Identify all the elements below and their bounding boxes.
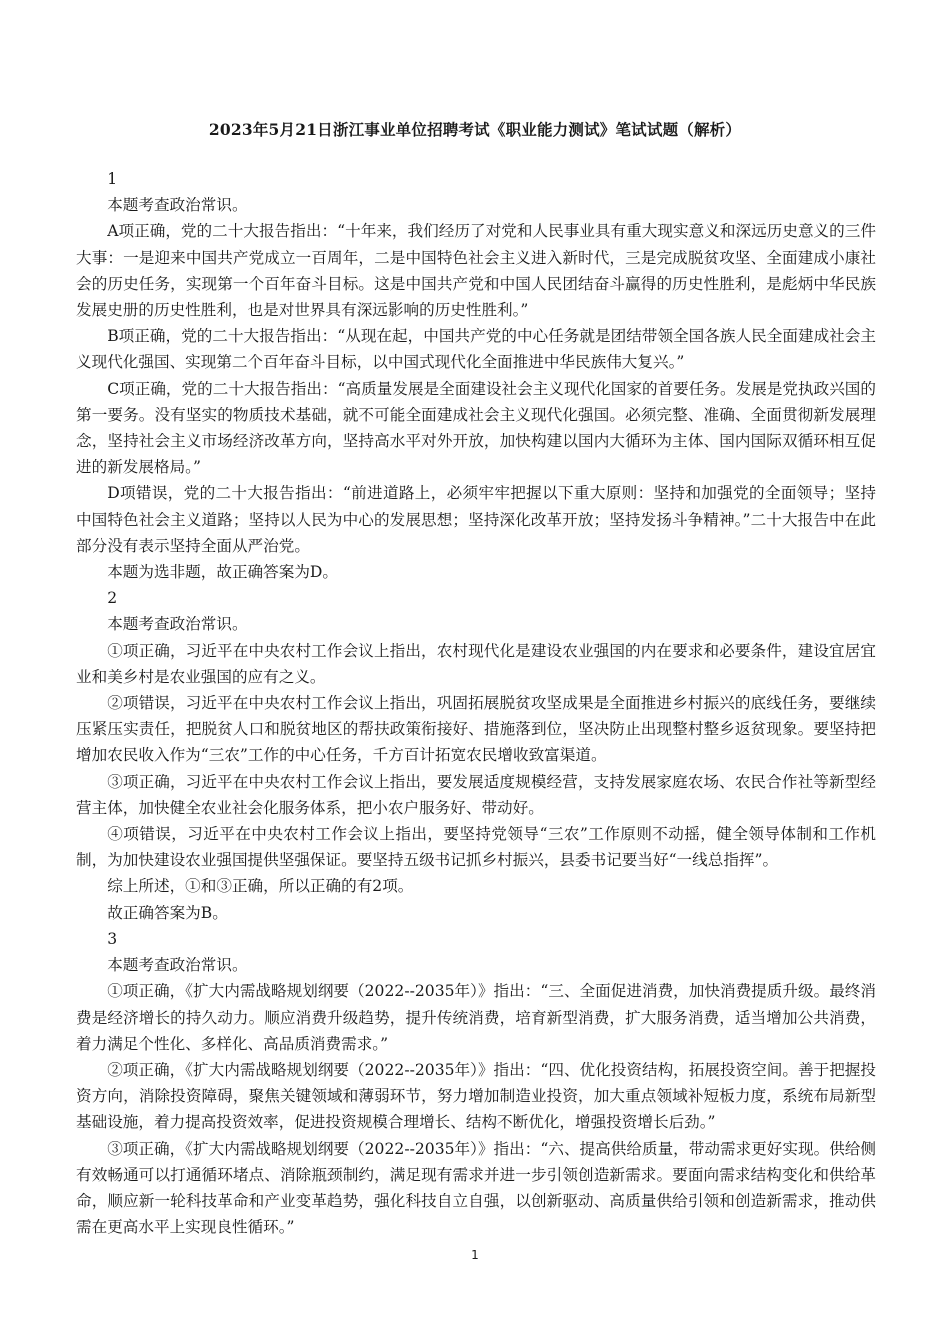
- question-number: 3: [107, 929, 118, 948]
- page-number: 1: [471, 1248, 479, 1262]
- paragraph: A项正确，党的二十大报告指出：“十年来，我们经历了对党和人民事业具有重大现实意义和深远历史意义的三件大事：一是迎来中国共产党成立一百周年，二是中国特色社会主义进入新时代，三是完成脱贫攻坚、全面建成小康社会的历史任务，实现第一个百年奋斗目标。这是中国共产党和中国人民团结奋斗赢得的历史性胜利，是彪炳中华民族发展史册的历史性胜利，也是对世界具有深远影响的历史性胜利。”: [76, 222, 876, 320]
- paragraph: ④项错误，习近平在中央农村工作会议上指出，要坚持党领导“三农”工作原则不动摇，健全领导体制和工作机制，为加快建设农业强国提供坚强保证。要坚持五级书记抓乡村振兴，县委书记要当好“一线总指挥”。: [76, 825, 876, 870]
- paragraph: ③项正确，《扩大内需战略规划纲要（2022--2035年）》指出：“六、提高供给质量，带动需求更好实现。供给侧有效畅通可以打通循环堵点、消除瓶颈制约，满足现有需求并进一步引领创造新需求。要面向需求结构变化和供给革命，顺应新一轮科技革命和产业变革趋势，强化科技自立自强，以创新驱动、高质量供给引领和创造新需求，推动供需在更高水平上实现良性循环。”: [76, 1139, 876, 1237]
- document-title: 2023年5月21日浙江事业单位招聘考试《职业能力测试》笔试试题（解析）: [208, 120, 742, 139]
- answer-line: 本题为选非题，故正确答案为D。: [107, 563, 339, 582]
- paragraph: ②项正确，《扩大内需战略规划纲要（2022--2035年）》指出：“四、优化投资结构，拓展投资空间。善于把握投资方向，消除投资障碍，聚焦关键领域和薄弱环节，努力增加制造业投资，加大重点领域补短板力度，系统布局新型基础设施，着力提高投资效率，促进投资规模合理增长、结构不断优化，增强投资增长后劲。”: [76, 1060, 876, 1132]
- paragraph: 本题考查政治常识。: [107, 615, 248, 634]
- question-number: 1: [107, 170, 118, 188]
- document-body: [76, 166, 876, 1240]
- paragraph: ③项正确，习近平在中央农村工作会议上指出，要发展适度规模经营，支持发展家庭农场、农民合作社等新型经营主体，加快健全农业社会化服务体系，把小农户服务好、带动好。: [76, 772, 876, 817]
- answer-line: 故正确答案为B。: [107, 903, 228, 922]
- paragraph: D项错误，党的二十大报告指出：“前进道路上，必须牢牢把握以下重大原则：坚持和加强党的全面领导；坚持中国特色社会主义道路；坚持以人民为中心的发展思想；坚持深化改革开放；坚持发扬斗争精神。”二十大报告中在此部分没有表示坚持全面从严治党。: [76, 484, 876, 555]
- paragraph: ①项正确，《扩大内需战略规划纲要（2022--2035年）》指出：“三、全面促进消费，加快消费提质升级。最终消费是经济增长的持久动力。顺应消费升级趋势，提升传统消费，培育新型消费，扩大服务消费，适当增加公共消费，着力满足个性化、多样化、高品质消费需求。”: [76, 982, 876, 1053]
- paragraph: 本题考查政治常识。: [107, 196, 248, 215]
- paragraph: 综上所述，①和③正确，所以正确的有2项。: [107, 877, 414, 896]
- paragraph: C项正确，党的二十大报告指出：“高质量发展是全面建设社会主义现代化国家的首要任务。发展是党执政兴国的第一要务。没有坚实的物质技术基础，就不可能全面建成社会主义现代化强国。必须完整、准确、全面贯彻新发展理念，坚持社会主义市场经济改革方向，坚持高水平对外开放，加快构建以国内大循环为主体、国内国际双循环相互促进的新发展格局。”: [76, 379, 876, 477]
- question-number: 2: [107, 589, 118, 608]
- paragraph: B项正确，党的二十大报告指出：“从现在起，中国共产党的中心任务就是团结带领全国各族人民全面建成社会主义现代化强国、实现第二个百年奋斗目标，以中国式现代化全面推进中华民族伟大复兴。”: [76, 327, 876, 372]
- paragraph: ①项正确，习近平在中央农村工作会议上指出，农村现代化是建设农业强国的内在要求和必要条件，建设宜居宜业和美乡村是农业强国的应有之义。: [76, 641, 876, 686]
- paragraph: ②项错误，习近平在中央农村工作会议上指出，巩固拓展脱贫攻坚成果是全面推进乡村振兴的底线任务，要继续压紧压实责任，把脱贫人口和脱贫地区的帮扶政策衔接好、措施落到位，坚决防止出现整村整乡返贫现象。要坚持把增加农民收入作为“三农”工作的中心任务，千方百计拓宽农民增收致富渠道。: [76, 694, 876, 765]
- paragraph: 本题考查政治常识。: [107, 956, 248, 975]
